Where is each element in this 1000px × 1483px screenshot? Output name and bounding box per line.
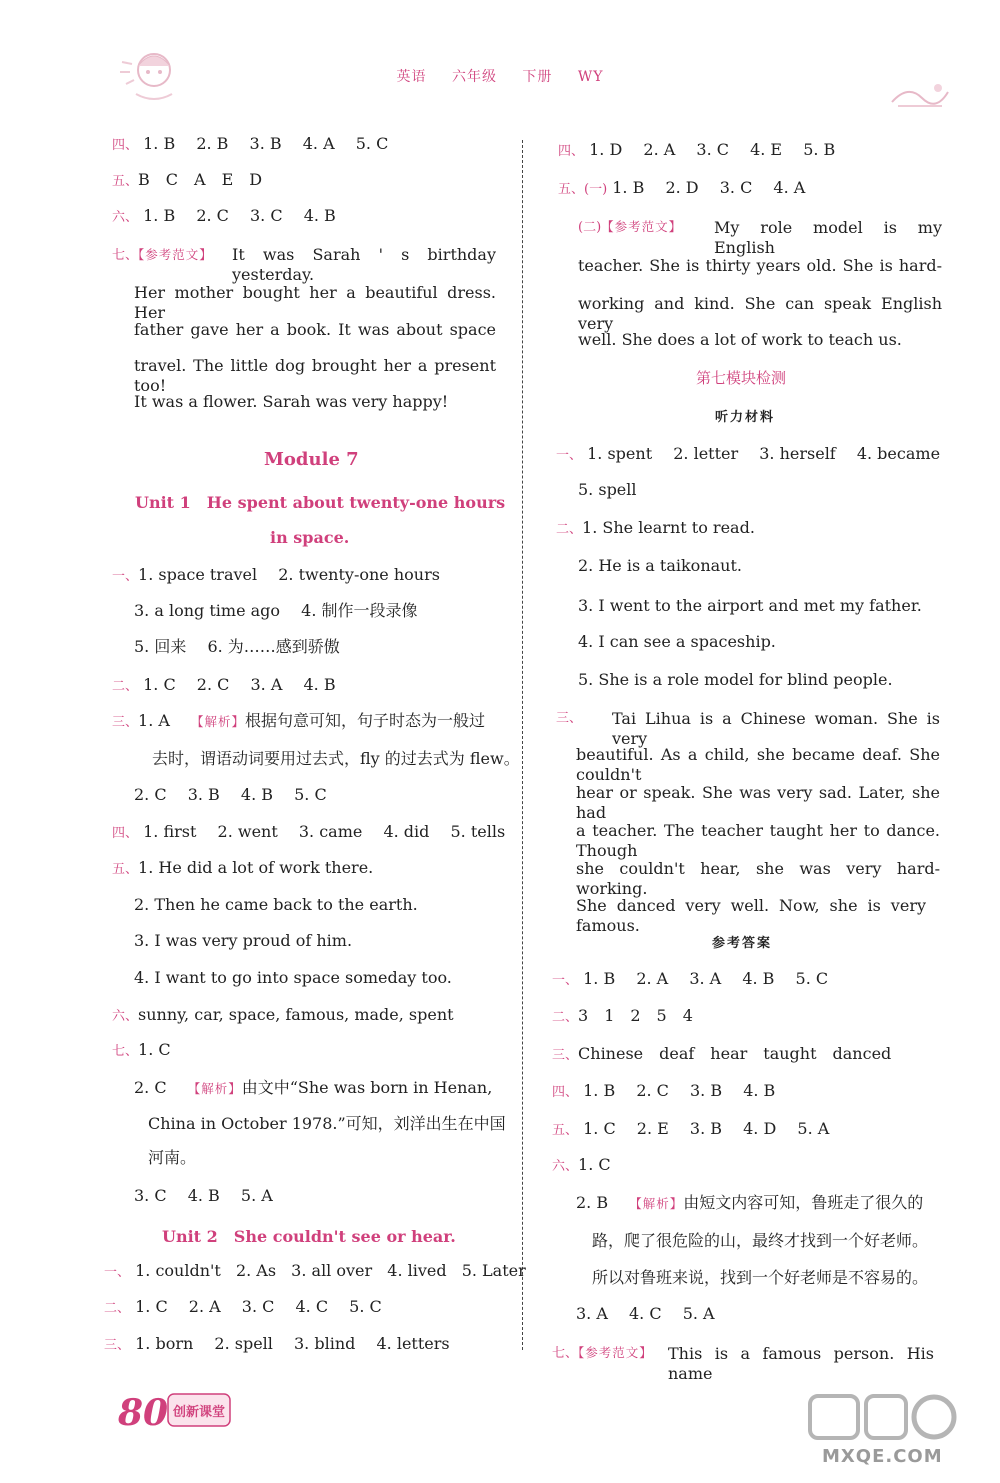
- answer-item: 2. As: [235, 1261, 277, 1280]
- sample-essay-tag: 【参考范文】: [138, 247, 213, 262]
- answer-item: 4. B: [303, 206, 336, 225]
- section-mark: 二、: [112, 679, 139, 694]
- u1-s3-row1: [112, 711, 485, 733]
- r-a1-row: [552, 969, 828, 991]
- page-number: 80: [118, 1392, 169, 1434]
- answer-item: 5. A: [797, 1119, 830, 1138]
- answer-item: 3. all over: [291, 1261, 373, 1280]
- passage-line: hear or speak. She was very sad. Later, she had: [576, 783, 940, 822]
- analysis-text: China in October 1978.”可知，刘洋出生在中国: [148, 1114, 506, 1133]
- answer-item: 3. B: [249, 134, 282, 153]
- answer-item: 1. B: [583, 969, 616, 988]
- section-mark: 三、: [552, 1048, 579, 1063]
- section-mark: 七、: [112, 248, 139, 263]
- u2-s2-row: [104, 1297, 382, 1319]
- answer-item: 1. first: [143, 822, 197, 841]
- r-a3-row: [552, 1044, 891, 1066]
- answer-item: 2. letter: [673, 444, 739, 463]
- analysis-text: 路，爬了很危险的山，最终才找到一个好老师。: [592, 1231, 929, 1250]
- section-mark: 二、: [552, 1010, 579, 1025]
- header-grade: 六年级: [451, 69, 497, 85]
- section-mark: 一、: [556, 448, 583, 463]
- r-a6-row3: [576, 1304, 715, 1324]
- answer-item: 2. C: [134, 785, 167, 804]
- essay-line: working and kind. She can speak English very: [578, 294, 942, 333]
- unit-title-cont: in space.: [270, 528, 350, 547]
- section-mark: 五、(一): [558, 182, 608, 197]
- section-mark: (二): [578, 220, 602, 235]
- answer-item: 2. B: [576, 1193, 609, 1212]
- analysis-text: 由文中“She was born in Henan,: [241, 1078, 493, 1097]
- answer-item: 1. C: [578, 1155, 611, 1174]
- answer-item: 5. Later: [461, 1261, 526, 1280]
- answer-item: 2. B: [196, 134, 229, 153]
- answer-item: 2. E: [636, 1119, 669, 1138]
- answer-item: 3. C: [250, 206, 283, 225]
- answer-item: 3. C: [134, 1186, 167, 1205]
- answer-item: 4. E: [750, 140, 783, 159]
- answer-item: 4. B: [240, 785, 273, 804]
- answer-item: 3. herself: [759, 444, 836, 463]
- answer-item: 1. C: [143, 675, 176, 694]
- answer-item: 1. B: [143, 134, 176, 153]
- answer-item: 6. 为……感到骄傲: [207, 637, 340, 656]
- u1-s7-row1: [112, 1040, 171, 1062]
- u1-s5-row1: [112, 858, 373, 880]
- passage-line: She danced very well. Now, she is very famous.: [576, 896, 926, 935]
- answer-item: 3. A: [250, 675, 283, 694]
- watermark-text: MXQE.COM: [822, 1446, 943, 1467]
- passage-line: Tai Lihua is a Chinese woman. She is very: [612, 709, 940, 748]
- answer-item: 5. C: [355, 134, 389, 153]
- header-edition: WY: [577, 69, 604, 85]
- section-mark: 三、: [104, 1338, 131, 1353]
- listening-title: 听力材料: [715, 410, 776, 425]
- answer-item: 1. B: [612, 178, 645, 197]
- answers-title: 参考答案: [712, 936, 773, 951]
- analysis-text: 由短文内容可知，鲁班走了很久的: [683, 1193, 924, 1212]
- answer-item: 2. C: [196, 206, 229, 225]
- answer-sentence: 4. I want to go into space someday too.: [134, 968, 452, 987]
- r-a6-row2: [576, 1193, 923, 1214]
- u1-s6-row: [112, 1005, 454, 1027]
- answer-item: 1. C: [583, 1119, 616, 1138]
- r-a5-row: [552, 1119, 829, 1141]
- answer-item: 1. C: [138, 1040, 171, 1059]
- analysis-tag: 【解析】: [629, 1196, 684, 1211]
- answer-text: Chinese deaf hear taught danced: [578, 1044, 892, 1063]
- sample-essay-tag: 【参考范文】: [601, 219, 683, 234]
- analysis-text: 所以对鲁班来说，找到一个好老师是不容易的。: [592, 1268, 929, 1287]
- essay-line: This is a famous person. His name: [668, 1344, 934, 1383]
- answer-item: 2. A: [188, 1297, 221, 1316]
- answer-item: 4. D: [743, 1119, 777, 1138]
- answer-sentence: 4. I can see a spaceship.: [578, 632, 776, 651]
- answer-item: 4. B: [303, 675, 336, 694]
- essay-line: travel. The little dog brought her a present too!: [134, 356, 496, 395]
- section-mark: 六、: [112, 210, 139, 225]
- brand-logo-icon: [166, 1392, 232, 1428]
- section-mark: 一、: [112, 569, 139, 584]
- answer-item: 4. did: [383, 822, 430, 841]
- answer-item: 5. A: [682, 1304, 715, 1323]
- section-mark: 四、: [112, 138, 139, 153]
- answer-text: 3 1 2 5 4: [578, 1006, 693, 1025]
- answer-item: 2. C: [134, 1078, 167, 1097]
- answer-item: 4. C: [295, 1297, 329, 1316]
- essay-line: teacher. She is thirty years old. She is hard-: [578, 256, 942, 275]
- section-mark: 三、: [556, 711, 583, 726]
- answer-item: 4. C: [629, 1304, 662, 1323]
- section-mark: 二、: [104, 1301, 131, 1316]
- answer-item: 2. spell: [214, 1334, 273, 1353]
- passage-line: beautiful. As a child, she became deaf. She couldn't: [576, 745, 940, 784]
- answer-row-s6: [112, 206, 336, 228]
- analysis-text: 去时，谓语动词要用过去式，fly 的过去式为 flew。: [152, 749, 520, 768]
- answer-item: 5. B: [803, 140, 836, 159]
- answer-item: 1. born: [135, 1334, 194, 1353]
- essay-line: well. She does a lot of work to teach us.: [578, 330, 902, 349]
- answer-item: 2. went: [217, 822, 278, 841]
- essay-line: Her mother bought her a beautiful dress. Her: [134, 283, 496, 322]
- answer-row-s5: [112, 170, 262, 192]
- answer-item: 2. A: [643, 140, 676, 159]
- answer-item: 4. A: [302, 134, 335, 153]
- u1-s2-row: [112, 675, 336, 697]
- test-title: 第七模块检测: [696, 369, 787, 387]
- answer-item: 4. B: [187, 1186, 220, 1205]
- section-mark: 四、: [552, 1085, 579, 1100]
- section-mark: 五、: [112, 862, 139, 877]
- answer-sentence: 1. He did a lot of work there.: [138, 858, 374, 877]
- section-mark: 三、: [112, 715, 139, 730]
- section-mark: 一、: [552, 973, 579, 988]
- answer-text: sunny, car, space, famous, made, spent: [138, 1005, 454, 1024]
- passage-line: she couldn't hear, she was very hard-working.: [576, 859, 940, 898]
- answer-item: 5. C: [349, 1297, 382, 1316]
- r-t1-row1: [556, 444, 940, 466]
- r-a6-row1: [552, 1155, 611, 1177]
- page-header: [0, 66, 1000, 86]
- answer-item: 3. C: [241, 1297, 275, 1316]
- header-subject: 英语: [396, 69, 427, 85]
- analysis-tag: 【解析】: [191, 714, 246, 729]
- answer-item: 1. spent: [587, 444, 653, 463]
- u2-s3-row: [104, 1334, 450, 1356]
- section-mark: 四、: [558, 144, 585, 159]
- answer-item: 2. A: [636, 969, 669, 988]
- answer-item: 3. blind: [294, 1334, 356, 1353]
- u1-s3-row2: [134, 785, 327, 805]
- answer-item: 1. A: [138, 711, 170, 730]
- answer-sentence: 3. I was very proud of him.: [134, 931, 353, 950]
- section-mark: 五、: [112, 174, 139, 189]
- answer-text: B C A E D: [138, 170, 263, 189]
- answer-item: 2. twenty-one hours: [278, 565, 440, 584]
- section-mark: 二、: [556, 522, 583, 537]
- section-mark: 六、: [112, 1009, 139, 1024]
- passage-line: a teacher. The teacher taught her to dance. Though: [576, 821, 940, 860]
- answer-item: 3. B: [690, 1081, 723, 1100]
- answer-item: 4. lived: [387, 1261, 447, 1280]
- answer-item: 3. C: [719, 178, 753, 197]
- answer-item: 1. couldn't: [135, 1261, 221, 1280]
- answer-item: 2. C: [636, 1081, 669, 1100]
- analysis-tag: 【解析】: [187, 1081, 242, 1096]
- r-s5b-row: [578, 216, 682, 238]
- answer-item: 4. became: [856, 444, 941, 463]
- answer-item: 5. 回来: [134, 637, 187, 656]
- section-mark: 一、: [104, 1265, 131, 1280]
- answer-item: 5. spell: [578, 480, 637, 499]
- answer-item: 3. A: [576, 1304, 608, 1323]
- answer-item: 3. A: [689, 969, 722, 988]
- answer-sentence: 1. She learnt to read.: [582, 518, 755, 537]
- u1-s1-row2: [134, 601, 418, 621]
- r-a4-row: [552, 1081, 775, 1103]
- answer-item: 3. B: [689, 1119, 723, 1138]
- r-s4-row: [558, 140, 835, 162]
- answer-sentence: 2. He is a taikonaut.: [578, 556, 742, 575]
- header-volume: 下册: [522, 69, 553, 85]
- section-mark: 七、: [112, 1044, 139, 1059]
- r-a2-row: [552, 1006, 693, 1028]
- answer-item: 4. A: [773, 178, 806, 197]
- answer-item: 3. C: [696, 140, 729, 159]
- answer-item: 5. A: [240, 1186, 273, 1205]
- answer-item: 5. tells: [450, 822, 506, 841]
- essay-line: It was Sarah ' s birthday yesterday.: [232, 245, 496, 284]
- answer-row-s7: [112, 244, 213, 266]
- answer-item: 1. space travel: [138, 565, 258, 584]
- essay-line: father gave her a book. It was about space: [134, 320, 496, 339]
- module-title: Module 7: [264, 449, 359, 470]
- answer-item: 2. D: [665, 178, 699, 197]
- r-a7-row: [552, 1342, 653, 1364]
- answer-row-s4: [112, 134, 388, 156]
- brand-text: 创新课堂: [172, 1405, 226, 1420]
- answer-item: 4. B: [742, 969, 775, 988]
- analysis-text: 河南。: [148, 1148, 197, 1167]
- answer-sentence: 5. She is a role model for blind people.: [578, 670, 893, 689]
- answer-item: 3. a long time ago: [134, 601, 281, 620]
- answer-sentence: 3. I went to the airport and met my father.: [578, 596, 922, 615]
- section-mark: 七、: [552, 1346, 579, 1361]
- section-mark: 四、: [112, 826, 139, 841]
- sample-essay-tag: 【参考范文】: [578, 1345, 653, 1360]
- answer-item: 1. B: [143, 206, 176, 225]
- u2-s1-row: [104, 1261, 526, 1283]
- answer-item: 4. B: [743, 1081, 776, 1100]
- answer-sentence: 2. Then he came back to the earth.: [134, 895, 418, 914]
- answer-item: 5. C: [294, 785, 327, 804]
- answer-item: 3. came: [298, 822, 363, 841]
- answer-item: 1. C: [135, 1297, 168, 1316]
- essay-line: My role model is my English: [714, 218, 942, 257]
- answer-item: 4. 制作一段录像: [301, 601, 418, 620]
- u1-s1-row3: [134, 637, 340, 657]
- unit-title: Unit 1 He spent about twenty-one hours: [135, 493, 506, 512]
- u1-s4-row: [112, 822, 505, 844]
- u1-s7-row2: [134, 1078, 492, 1099]
- answer-item: 2. C: [196, 675, 230, 694]
- u1-s1-row1: [112, 565, 440, 587]
- column-divider: [522, 140, 523, 1350]
- u1-s7-row3: [134, 1186, 273, 1206]
- section-mark: 五、: [552, 1123, 579, 1138]
- answer-item: 1. D: [589, 140, 623, 159]
- r-t3-mark: [556, 707, 582, 729]
- answer-item: 4. letters: [376, 1334, 450, 1353]
- essay-line: It was a flower. Sarah was very happy!: [134, 392, 449, 411]
- answer-item: 1. B: [583, 1081, 616, 1100]
- r-t2-row1: [556, 518, 755, 540]
- unit-title: Unit 2 She couldn't see or hear.: [162, 1227, 456, 1246]
- answer-item: 5. C: [795, 969, 829, 988]
- section-mark: 六、: [552, 1159, 579, 1174]
- r-s5a-row: [558, 178, 805, 200]
- analysis-text: 根据句意可知，句子时态为一般过: [245, 711, 486, 730]
- answer-item: 3. B: [187, 785, 220, 804]
